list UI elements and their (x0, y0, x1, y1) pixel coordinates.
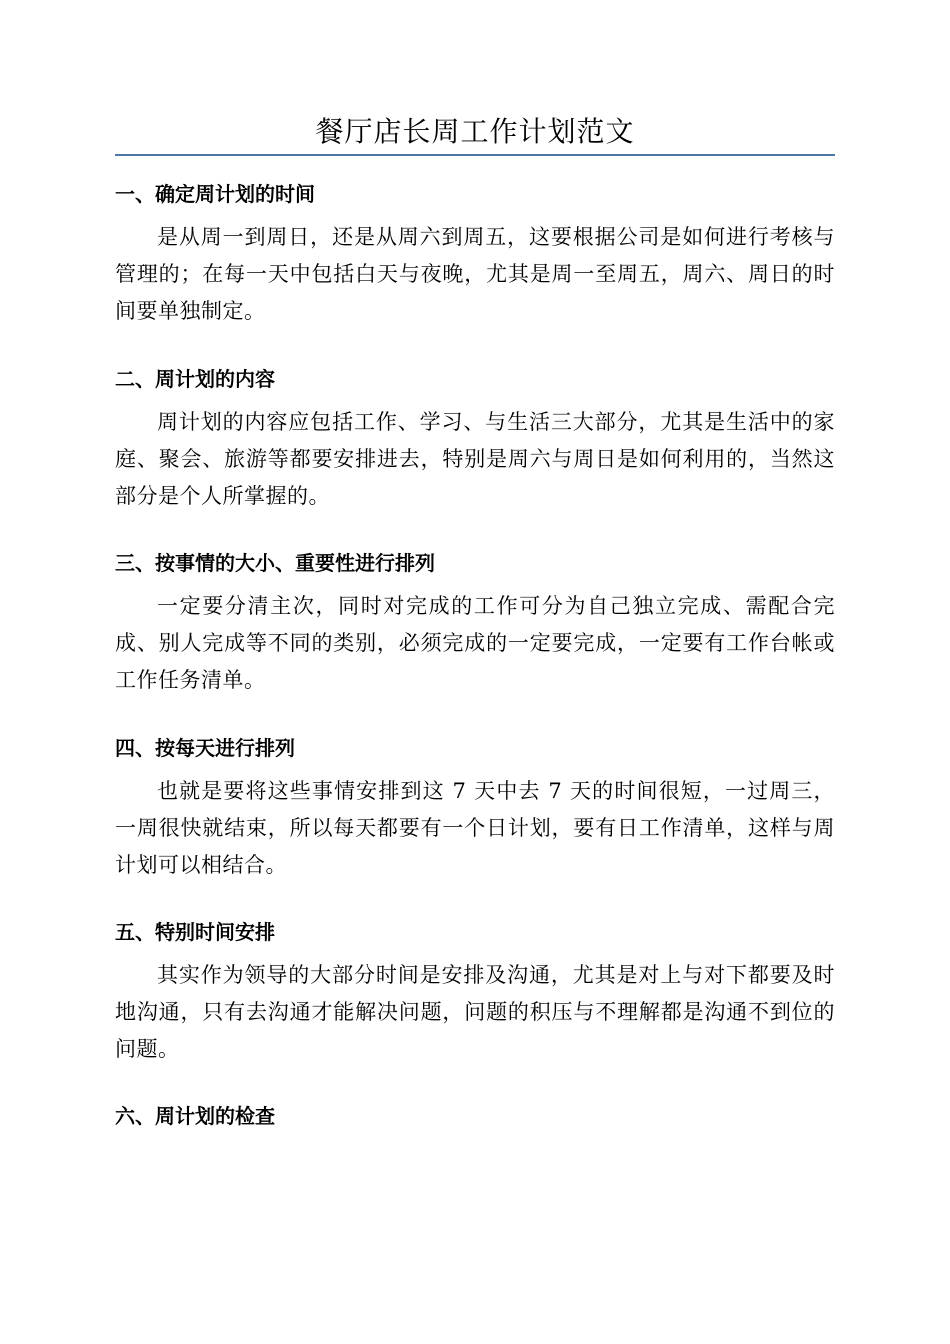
title-underline (115, 154, 835, 156)
section-paragraph: 是从周一到周日，还是从周六到周五，这要根据公司是如何进行考核与管理的；在每一天中包括白天与夜晚，尤其是周一至周五，周六、周日的时间要单独制定。 (115, 225, 835, 323)
section-2 (115, 364, 835, 515)
section-4 (115, 733, 835, 884)
section-heading: 一、确定周计划的时间 (115, 182, 315, 206)
section-heading: 六、周计划的检查 (115, 1104, 275, 1128)
section-heading: 五、特别时间安排 (115, 920, 275, 944)
section-1 (115, 179, 835, 330)
section-5 (115, 917, 835, 1068)
section-paragraph: 其实作为领导的大部分时间是安排及沟通，尤其是对上与对下都要及时地沟通，只有去沟通才能解决问题，问题的积压与不理解都是沟通不到位的问题。 (115, 963, 835, 1061)
section-heading: 三、按事情的大小、重要性进行排列 (115, 551, 435, 575)
section-paragraph: 一定要分清主次，同时对完成的工作可分为自己独立完成、需配合完成、别人完成等不同的类别，必须完成的一定要完成，一定要有工作台帐或工作任务清单。 (115, 594, 835, 692)
section-heading: 二、周计划的内容 (115, 367, 275, 391)
section-3 (115, 548, 835, 699)
section-paragraph: 也就是要将这些事情安排到这 7 天中去 7 天的时间很短，一过周三，一周很快就结束，所以每天都要有一个日计划，要有日工作清单，这样与周计划可以相结合。 (115, 779, 835, 877)
section-heading: 四、按每天进行排列 (115, 736, 295, 760)
section-paragraph: 周计划的内容应包括工作、学习、与生活三大部分，尤其是生活中的家庭、聚会、旅游等都要安排进去，特别是周六与周日是如何利用的，当然这部分是个人所掌握的。 (115, 410, 835, 508)
section-6 (115, 1101, 835, 1131)
document-title: 餐厅店长周工作计划范文 (315, 115, 635, 148)
